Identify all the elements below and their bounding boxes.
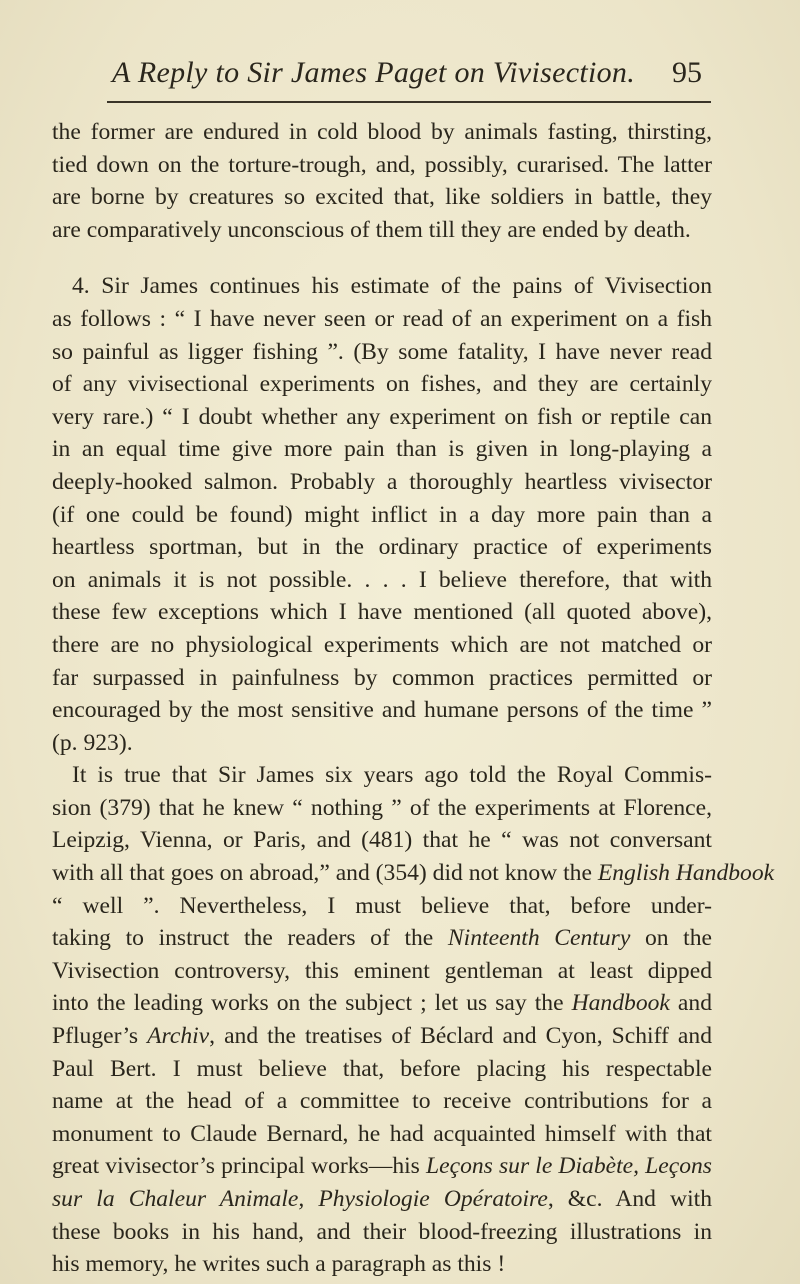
text-line: the former are endured in cold blood by animals fasting, thirsting, xyxy=(52,119,712,145)
text-line: It is true that Sir James six years ago told the Royal Commis- xyxy=(72,762,712,789)
text-line: on animals it is not possible. . . . I believe therefore, that with xyxy=(52,566,712,593)
text-line: monument to Claude Bernard, he had acquainted himself with that xyxy=(52,1120,712,1147)
text-line: of any vivisectional experiments on fishes, and they are certainly xyxy=(52,371,712,398)
text-line: far surpassed in painfulness by common practices permitted or xyxy=(52,664,712,691)
text-run: with all that goes on abroad,” and (354) did not know the xyxy=(52,860,592,887)
text-line: these books in his hand, and their blood-freezing illustrations in xyxy=(52,1218,712,1245)
text-line: 4. Sir James continues his estimate of the pains of Vivisection xyxy=(72,273,712,300)
text-line: “ well ”. Nevertheless, I must believe that, before under- xyxy=(52,892,712,919)
page-header xyxy=(0,56,800,96)
body-text xyxy=(52,116,775,1281)
text-line: his memory, he writes such a paragraph as this ! xyxy=(52,1251,506,1278)
italic-title: Leçons sur le Diabète, Leçons xyxy=(426,1153,712,1180)
italic-title: sur la Chaleur Animale, Physiologie Opératoire xyxy=(52,1186,548,1212)
text-line xyxy=(52,987,712,1020)
italic-title: Ninteenth Century xyxy=(447,925,631,952)
text-line xyxy=(52,1150,712,1183)
text-line xyxy=(52,857,775,890)
text-run: Pfluger’s xyxy=(52,1023,139,1050)
text-run: , &c. And with xyxy=(547,1186,713,1212)
text-line: encouraged by the most sensitive and humane persons of the time ” xyxy=(52,697,712,724)
text-run: great vivisector’s principal works—his xyxy=(52,1153,420,1180)
text-line xyxy=(52,1183,712,1216)
text-line: (p. 923). xyxy=(52,729,133,756)
italic-title: Handbook xyxy=(571,990,670,1017)
text-line xyxy=(52,1020,712,1053)
running-head: A Reply to Sir James Paget on Vivisection. xyxy=(112,56,636,89)
text-line: Paul Bert. I must believe that, before placing his respectable xyxy=(52,1055,712,1082)
text-line: are comparatively unconscious of them till they are ended by death. xyxy=(52,216,691,243)
text-line: as follows : “ I have never seen or read of an experiment on a fish xyxy=(52,305,712,332)
text-run: taking to instruct the readers of the xyxy=(52,925,434,952)
text-line: heartless sportman, but in the ordinary practice of experiments xyxy=(52,534,712,561)
text-line: sion (379) that he knew “ nothing ” of the experiments at Florence, xyxy=(52,794,712,821)
text-run: on the xyxy=(644,925,712,952)
text-line: name at the head of a committee to receive contributions for a xyxy=(52,1088,712,1115)
text-line: deeply-hooked salmon. Probably a thoroughly heartless vivisector xyxy=(52,468,712,495)
text-line: Leipzig, Vienna, or Paris, and (481) that he “ was not conversant xyxy=(52,827,712,854)
text-line: there are no physiological experiments which are not matched or xyxy=(52,631,712,658)
text-run: , and the treatises of Béclard and Cyon, Schiff and xyxy=(209,1023,712,1050)
text-line: very rare.) “ I doubt whether any experiment on fish or reptile can xyxy=(52,403,712,430)
text-line: Vivisection controversy, this eminent gentleman at least dipped xyxy=(52,957,712,984)
page-number: 95 xyxy=(672,56,702,89)
italic-title: English Handbook xyxy=(597,860,775,887)
text-line: (if one could be found) might inflict in a day more pain than a xyxy=(52,501,712,528)
text-line: are borne by creatures so excited that, like soldiers in battle, they xyxy=(52,184,712,211)
text-line: tied down on the torture-trough, and, possibly, curarised. The latter xyxy=(52,151,712,178)
paragraph-gap xyxy=(52,246,712,270)
text-run: into the leading works on the subject ; let us say the xyxy=(52,990,564,1017)
text-line: these few exceptions which I have mentioned (all quoted above), xyxy=(52,599,712,626)
header-rule xyxy=(107,101,711,103)
text-line xyxy=(52,922,712,955)
text-run: and xyxy=(677,990,712,1017)
text-line: in an equal time give more pain than is given in long-playing a xyxy=(52,436,712,463)
text-line: so painful as ligger fishing ”. (By some fatality, I have never read xyxy=(52,338,712,365)
italic-title: Archiv xyxy=(147,1023,210,1050)
